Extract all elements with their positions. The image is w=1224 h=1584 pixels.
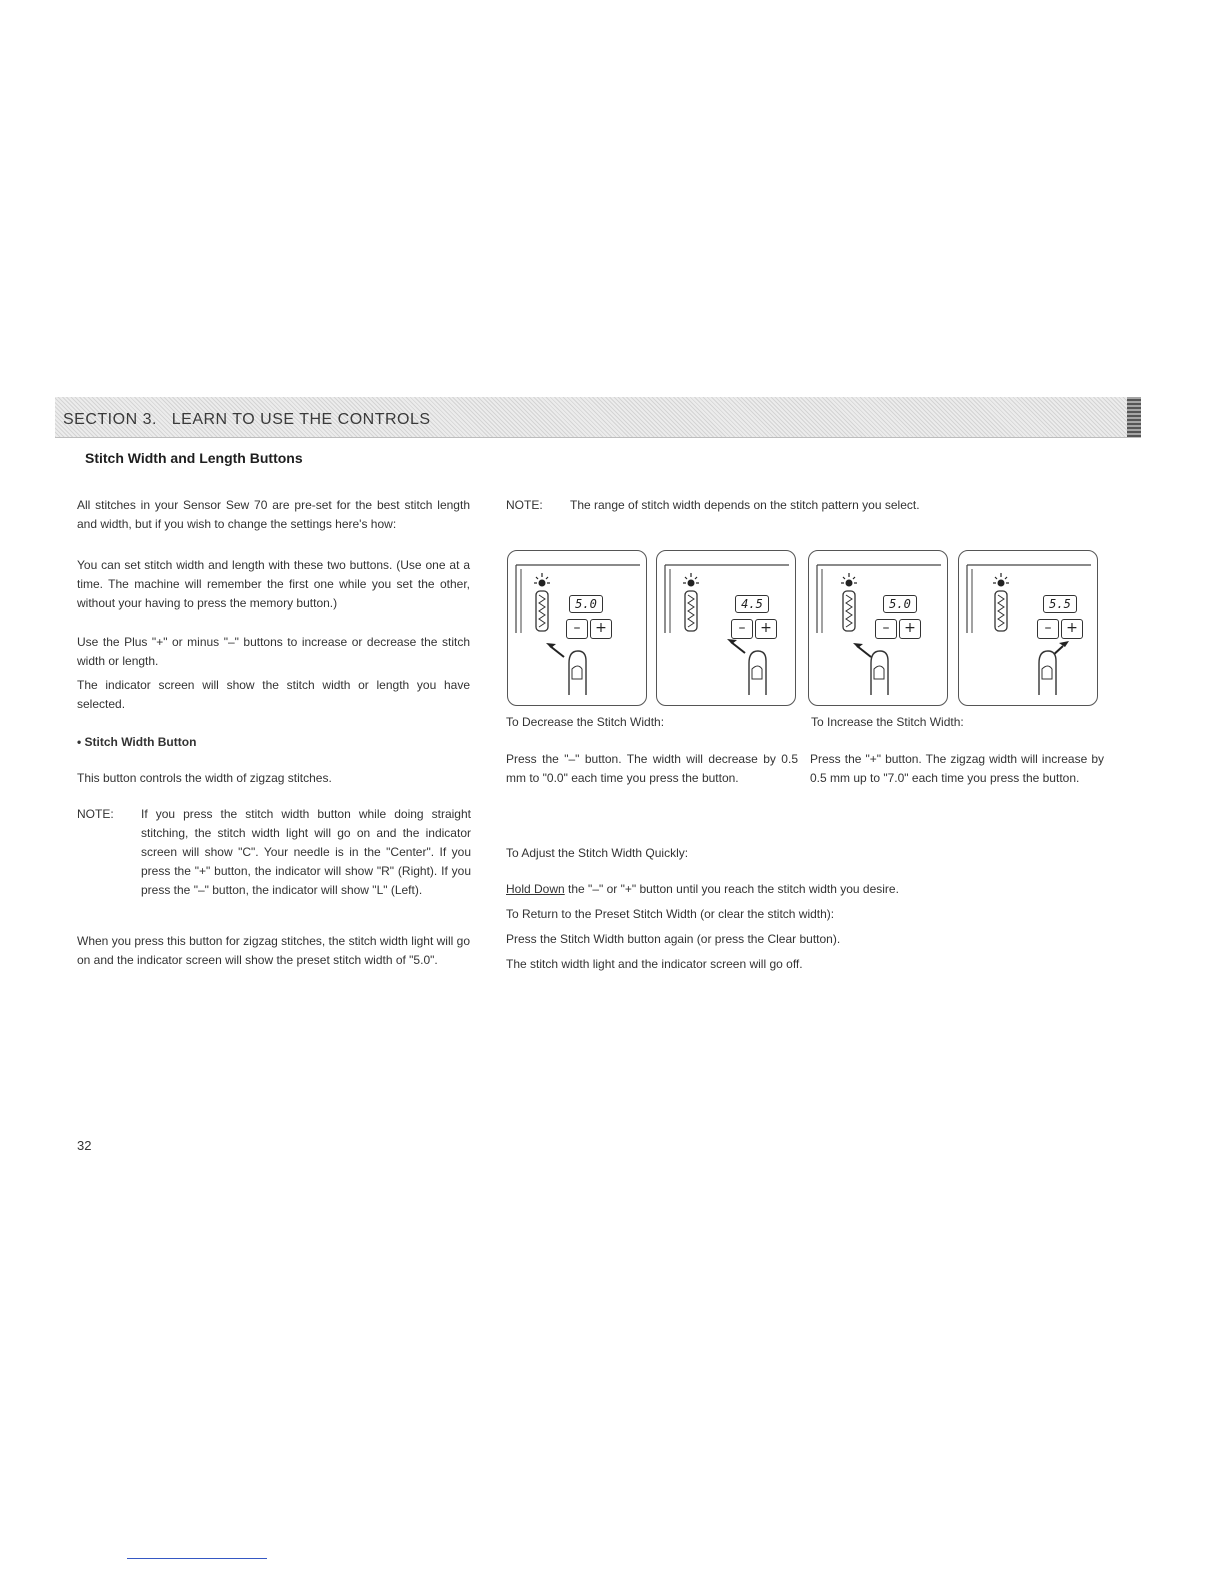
right-note-label: NOTE:	[506, 498, 543, 512]
section-banner	[55, 397, 1141, 438]
return-heading: To Return to the Preset Stitch Width (or clear the stitch width):	[506, 907, 835, 921]
page-number: 32	[77, 1138, 92, 1153]
minus-button: –	[731, 619, 753, 639]
right-note	[506, 496, 1106, 516]
width-readout: 5.0	[883, 595, 917, 613]
decrease-caption: To Decrease the Stitch Width:	[506, 715, 665, 729]
increase-text: Press the "+" button. The zigzag width will increase by 0.5 mm up to "7.0" each time you press the button.	[810, 752, 1104, 785]
quick-adjust-text	[506, 880, 1106, 899]
arrow-icon	[853, 643, 871, 657]
footer-divider	[127, 1558, 267, 1559]
section-title: LEARN TO USE THE CONTROLS	[171, 411, 431, 428]
light-icon	[993, 573, 1009, 587]
width-readout: 5.0	[569, 595, 603, 613]
left-note-label: NOTE:	[77, 807, 114, 821]
quick-adjust-heading: To Adjust the Stitch Width Quickly:	[506, 846, 689, 860]
plus-button: +	[590, 619, 612, 639]
controls-paragraph: This button controls the width of zigzag stitches.	[77, 771, 332, 785]
section-banner-title	[63, 411, 431, 429]
banner-endcap	[1127, 397, 1141, 437]
plus-button: +	[899, 619, 921, 639]
minus-button: –	[875, 619, 897, 639]
intro-paragraph: All stitches in your Sensor Sew 70 are pre-set for the best stitch length and width, but if you wish to change the settings here's how:	[77, 498, 470, 531]
stitch-width-button-subheading: • Stitch Width Button	[77, 735, 197, 749]
quick-adjust-body: the "–" or "+" button until you reach the stitch width you desire.	[564, 882, 899, 896]
indicator-paragraph: The indicator screen will show the stitch width or length you have selected.	[77, 678, 470, 711]
return-text: Press the Stitch Width button again (or press the Clear button).	[506, 932, 841, 946]
left-note	[77, 805, 471, 915]
panel-decrease-2	[656, 550, 796, 706]
light-icon	[841, 573, 857, 587]
zigzag-paragraph: When you press this button for zigzag stitches, the stitch width light will go on and the indicator screen will show the preset stitch width of "5.0".	[77, 934, 470, 967]
light-icon	[683, 573, 699, 587]
decrease-text: Press the "–" button. The width will decrease by 0.5 mm to "0.0" each time you press the button.	[506, 752, 798, 785]
hold-down-text: Hold Down	[506, 882, 565, 896]
lights-off-text: The stitch width light and the indicator screen will go off.	[506, 957, 803, 971]
panel-decrease-1	[507, 550, 647, 706]
page-heading: Stitch Width and Length Buttons	[85, 450, 303, 466]
panel-increase-1	[808, 550, 948, 706]
left-note-text: If you press the stitch width button while doing straight stitching, the stitch width light will go on and the indicator screen will show "C". Your needle is in the "Center". If you press the "+" button, the indicator will show "R" (Right). If you press the "–" button, the indicator will show "L" (Left).	[141, 807, 471, 897]
plus-button: +	[1061, 619, 1083, 639]
buttons-paragraph: You can set stitch width and length with these two buttons. (Use one at a time. The machine will remember the first one while you set the other, without your having to press the memory button.)	[77, 558, 470, 610]
plus-minus-paragraph: Use the Plus "+" or minus "–" buttons to increase or decrease the stitch width or length.	[77, 635, 470, 668]
plus-button: +	[755, 619, 777, 639]
arrow-icon	[727, 639, 745, 653]
increase-caption: To Increase the Stitch Width:	[811, 715, 964, 729]
panel-increase-2	[958, 550, 1098, 706]
minus-button: –	[1037, 619, 1059, 639]
width-readout: 4.5	[735, 595, 769, 613]
arrow-icon	[546, 643, 564, 657]
minus-button: –	[566, 619, 588, 639]
light-icon	[534, 573, 550, 587]
right-note-text: The range of stitch width depends on the stitch pattern you select.	[570, 498, 920, 512]
width-readout: 5.5	[1043, 595, 1077, 613]
section-number: SECTION 3.	[63, 411, 157, 428]
